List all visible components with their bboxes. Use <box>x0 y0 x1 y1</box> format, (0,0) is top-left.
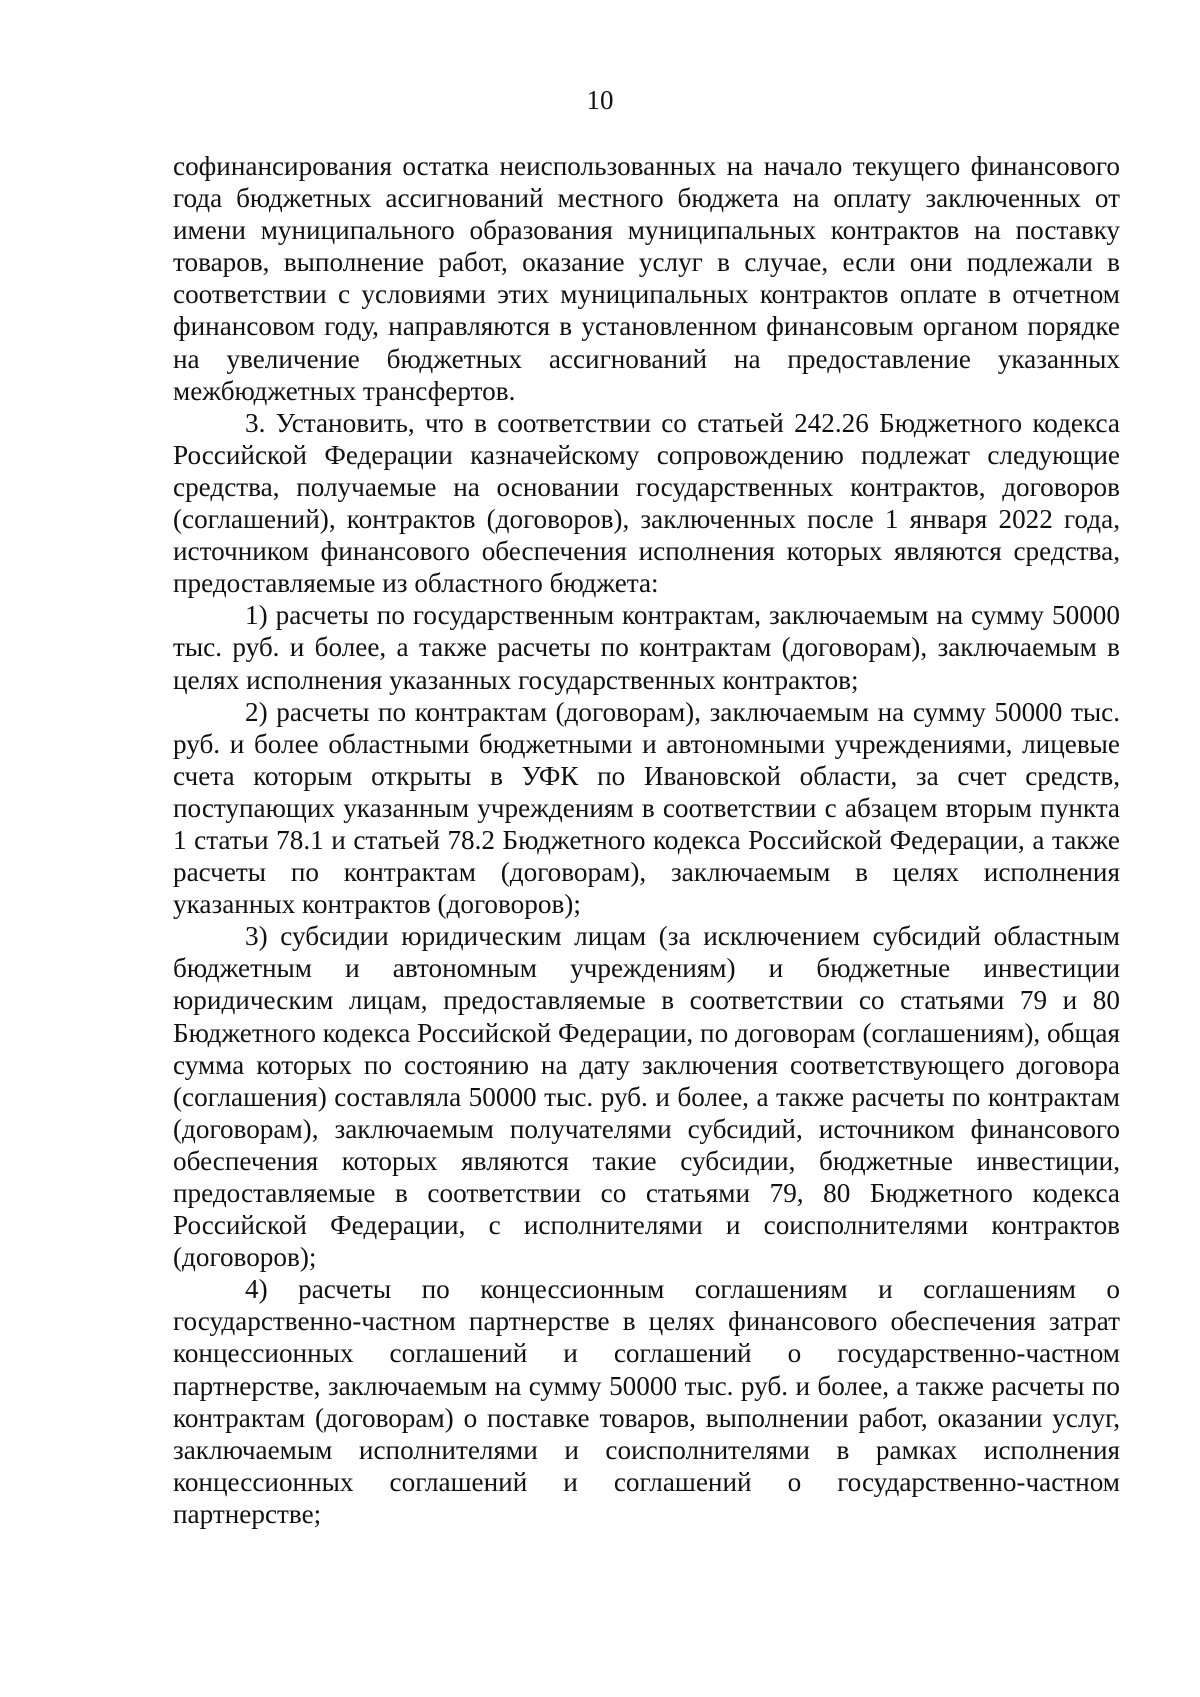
page-number: 10 <box>586 85 614 115</box>
paragraph-continuation: софинансирования остатка неиспользованных на начало текущего финансового года бюджетных ассигнований местного бюджета на оплату заключенных от имени муниципального образования муниципальных контрактов на поставку товаров, выполнение работ, оказание услуг в случае, если они подлежали в соответствии с условиями этих муниципальных контрактов оплате в отчетном финансовом году, направляются в установленном финансовым органом порядке на увеличение бюджетных ассигнований на предоставление указанных межбюджетных трансфертов. <box>173 151 1120 406</box>
paragraph-subitem-2: 2) расчеты по контрактам (договорам), заключаемым на сумму 50000 тыс. руб. и более областными бюджетными и автономными учреждениями, лицевые счета которым открыты в УФК по Ивановской области, за счет средств, поступающих указанным учреждениям в соответствии с абзацем вторым пункта 1 статьи 78.1 и статьей 78.2 Бюджетного кодекса Российской Федерации, а также расчеты по контрактам (договорам), заключаемым в целях исполнения указанных контрактов (договоров); <box>173 696 1120 920</box>
paragraph-item-3: 3. Установить, что в соответствии со статьей 242.26 Бюджетного кодекса Российской Федерации казначейскому сопровождению подлежат следующие средства, получаемые на основании государственных контрактов, договоров (соглашений), контрактов (договоров), заключенных после 1 января 2022 года, источником финансового обеспечения исполнения которых являются средства, предоставляемые из областного бюджета: <box>173 407 1120 599</box>
paragraph-subitem-3: 3) субсидии юридическим лицам (за исключением субсидий областным бюджетным и автономным учреждениям) и бюджетные инвестиции юридическим лицам, предоставляемые в соответствии со статьями 79 и 80 Бюджетного кодекса Российской Федерации, по договорам (соглашениям), общая сумма которых по состоянию на дату заключения соответствующего договора (соглашения) составляла 50000 тыс. руб. и более, а также расчеты по контрактам (договорам), заключаемым получателями субсидий, источником финансового обеспечения которых являются такие субсидии, бюджетные инвестиции, предоставляемые в соответствии со статьями 79, 80 Бюджетного кодекса Российской Федерации, с исполнителями и соисполнителями контрактов (договоров); <box>173 921 1120 1273</box>
paragraph-subitem-1: 1) расчеты по государственным контрактам, заключаемым на сумму 50000 тыс. руб. и более, а также расчеты по контрактам (договорам), заключаемым в целях исполнения указанных государственных контрактов; <box>173 600 1120 695</box>
paragraph-subitem-4: 4) расчеты по концессионным соглашениям и соглашениям о государственно-частном партнерстве в целях финансового обеспечения затрат концессионных соглашений и соглашений о государственно-частном партнерстве, заключаемым на сумму 50000 тыс. руб. и более, а также расчеты по контрактам (договорам) о поставке товаров, выполнении работ, оказании услуг, заключаемым исполнителями и соисполнителями в рамках исполнения концессионных соглашений и соглашений о государственно-частном партнерстве; <box>173 1274 1120 1529</box>
document-body <box>173 150 1120 1530</box>
